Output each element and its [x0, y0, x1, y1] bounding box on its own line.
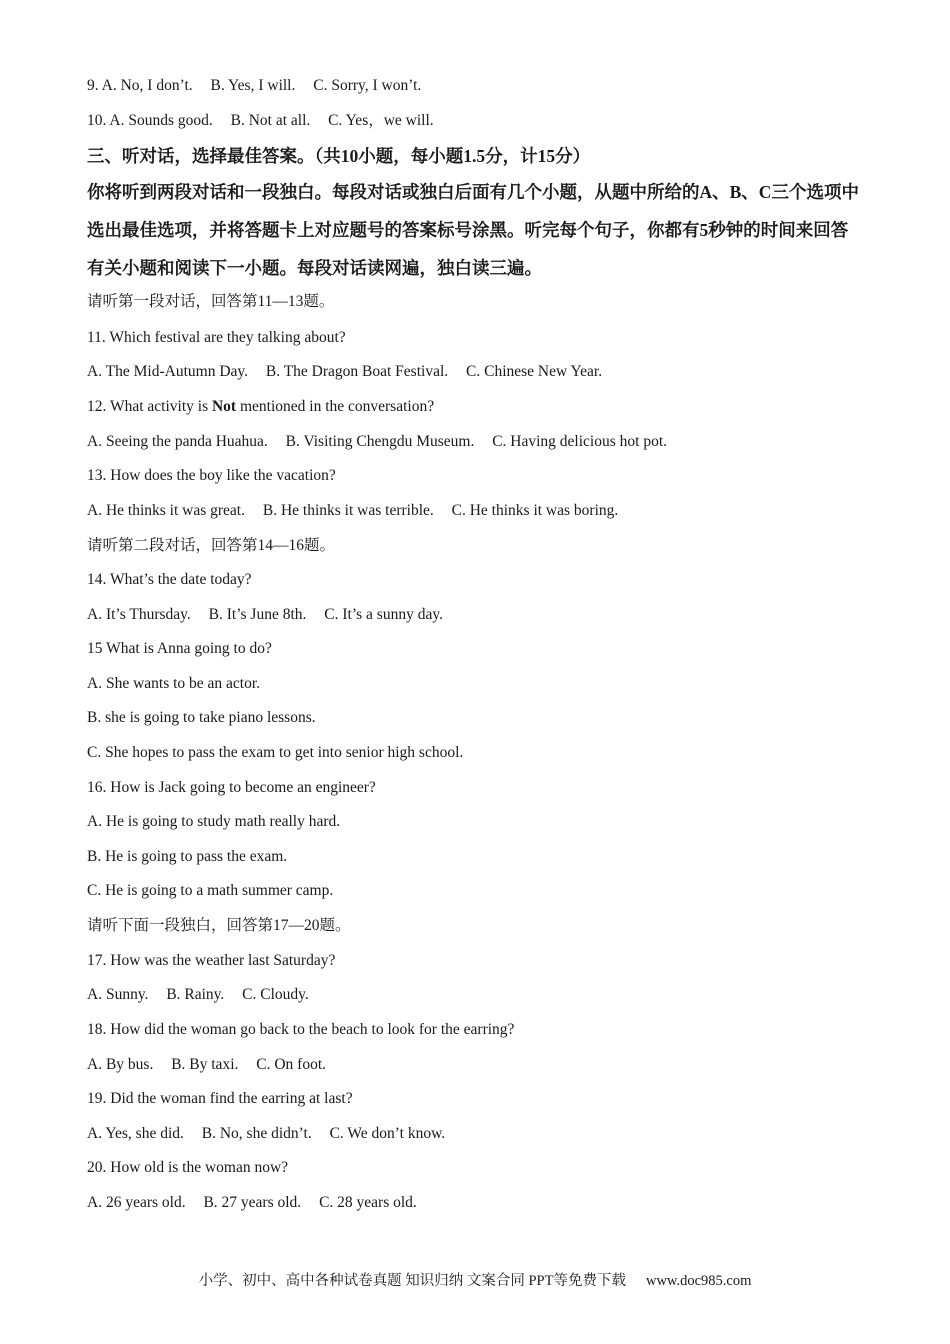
question-15-option-a: A. She wants to be an actor.	[87, 675, 261, 692]
option-c: C. Sorry, I won’t.	[313, 77, 422, 94]
question-10-options	[87, 111, 434, 131]
question-14-options	[87, 605, 443, 625]
option-a: A. It’s Thursday.	[87, 606, 191, 623]
question-15-option-c: C. She hopes to pass the exam to get into senior high school.	[87, 744, 464, 761]
question-12-text-end: mentioned in the conversation?	[236, 398, 435, 415]
question-16-option-b: B. He is going to pass the exam.	[87, 848, 288, 865]
option-c: C. Chinese New Year.	[466, 363, 603, 380]
option-a: A. 26 years old.	[87, 1194, 186, 1211]
question-12-emphasis: Not	[211, 398, 237, 415]
option-b: B. Yes, I will.	[210, 77, 296, 94]
page-footer	[0, 1269, 950, 1290]
section-instructions: 你将听到两段对话和一段独白。每段对话或独白后面有几个小题，从题中所给的A、B、C三个选项中选出最佳选项，并将答题卡上对应题号的答案标号涂黑。听完每个句子，你都有5秒钟的时间来回答有关小题和阅读下一小题。每段对话读网遍，独白读三遍。	[87, 182, 859, 278]
option-b: B. He thinks it was terrible.	[262, 502, 434, 519]
question-11: 11. Which festival are they talking about?	[87, 329, 346, 346]
question-15: 15 What is Anna going to do?	[87, 640, 272, 657]
option-b: B. The Dragon Boat Festival.	[265, 363, 449, 380]
question-13-options	[87, 501, 618, 521]
question-16-option-a: A. He is going to study math really hard.	[87, 813, 341, 830]
option-c: C. We don’t know.	[329, 1125, 446, 1142]
question-14: 14. What’s the date today?	[87, 571, 252, 588]
option-a: A. Yes, she did.	[87, 1125, 184, 1142]
footer-url[interactable]: www.doc985.com	[645, 1273, 752, 1289]
question-19-options	[87, 1124, 445, 1144]
question-13: 13. How does the boy like the vacation?	[87, 467, 336, 484]
option-b: B. No, she didn’t.	[201, 1125, 312, 1142]
option-c: C. 28 years old.	[319, 1194, 417, 1211]
question-12-options	[87, 432, 667, 452]
dialog-1-intro: 请听第一段对话，回答第11—13题。	[87, 293, 335, 310]
option-c: C. Cloudy.	[242, 986, 309, 1003]
question-12-text-start: 12. What activity is	[87, 398, 212, 415]
question-16: 16. How is Jack going to become an engineer?	[87, 779, 376, 796]
option-b: B. It’s June 8th.	[208, 606, 307, 623]
question-18: 18. How did the woman go back to the beach to look for the earring?	[87, 1021, 515, 1038]
option-a: A. Seeing the panda Huahua.	[87, 433, 268, 450]
option-a: A. He thinks it was great.	[87, 502, 245, 519]
question-18-options	[87, 1055, 326, 1075]
option-b: B. 27 years old.	[203, 1194, 302, 1211]
section-title: 三、听对话，选择最佳答案。（共10小题，每小题1.5分，计15分）	[87, 146, 591, 166]
option-a: 10. A. Sounds good.	[87, 112, 213, 129]
option-b: B. By taxi.	[171, 1056, 239, 1073]
question-17-options	[87, 985, 309, 1005]
option-b: B. Not at all.	[230, 112, 311, 129]
option-a: A. Sunny.	[87, 986, 149, 1003]
option-b: B. Rainy.	[166, 986, 225, 1003]
option-a: A. The Mid-Autumn Day.	[87, 363, 249, 380]
footer-text: 小学、初中、高中各种试卷真题 知识归纳 文案合同 PPT等免费下载	[198, 1273, 626, 1289]
option-c: C. On foot.	[256, 1056, 326, 1073]
question-11-options	[87, 362, 602, 382]
option-a: A. By bus.	[87, 1056, 154, 1073]
option-b: B. Visiting Chengdu Museum.	[285, 433, 475, 450]
question-12	[87, 397, 434, 417]
question-15-option-b: B. she is going to take piano lessons.	[87, 709, 316, 726]
option-c: C. Having delicious hot pot.	[492, 433, 667, 450]
question-9-options	[87, 76, 421, 96]
question-16-option-c: C. He is going to a math summer camp.	[87, 882, 334, 899]
option-c: C. He thinks it was boring.	[451, 502, 619, 519]
option-c: C. It’s a sunny day.	[324, 606, 443, 623]
option-c: C. Yes，we will.	[328, 112, 434, 129]
dialog-2-intro: 请听第二段对话，回答第14—16题。	[87, 537, 336, 554]
option-a: 9. A. No, I don’t.	[87, 77, 193, 94]
monologue-intro: 请听下面一段独白，回答第17—20题。	[87, 917, 351, 934]
question-20-options	[87, 1193, 417, 1213]
question-20: 20. How old is the woman now?	[87, 1159, 289, 1176]
question-17: 17. How was the weather last Saturday?	[87, 952, 336, 969]
question-19: 19. Did the woman find the earring at last?	[87, 1090, 353, 1107]
